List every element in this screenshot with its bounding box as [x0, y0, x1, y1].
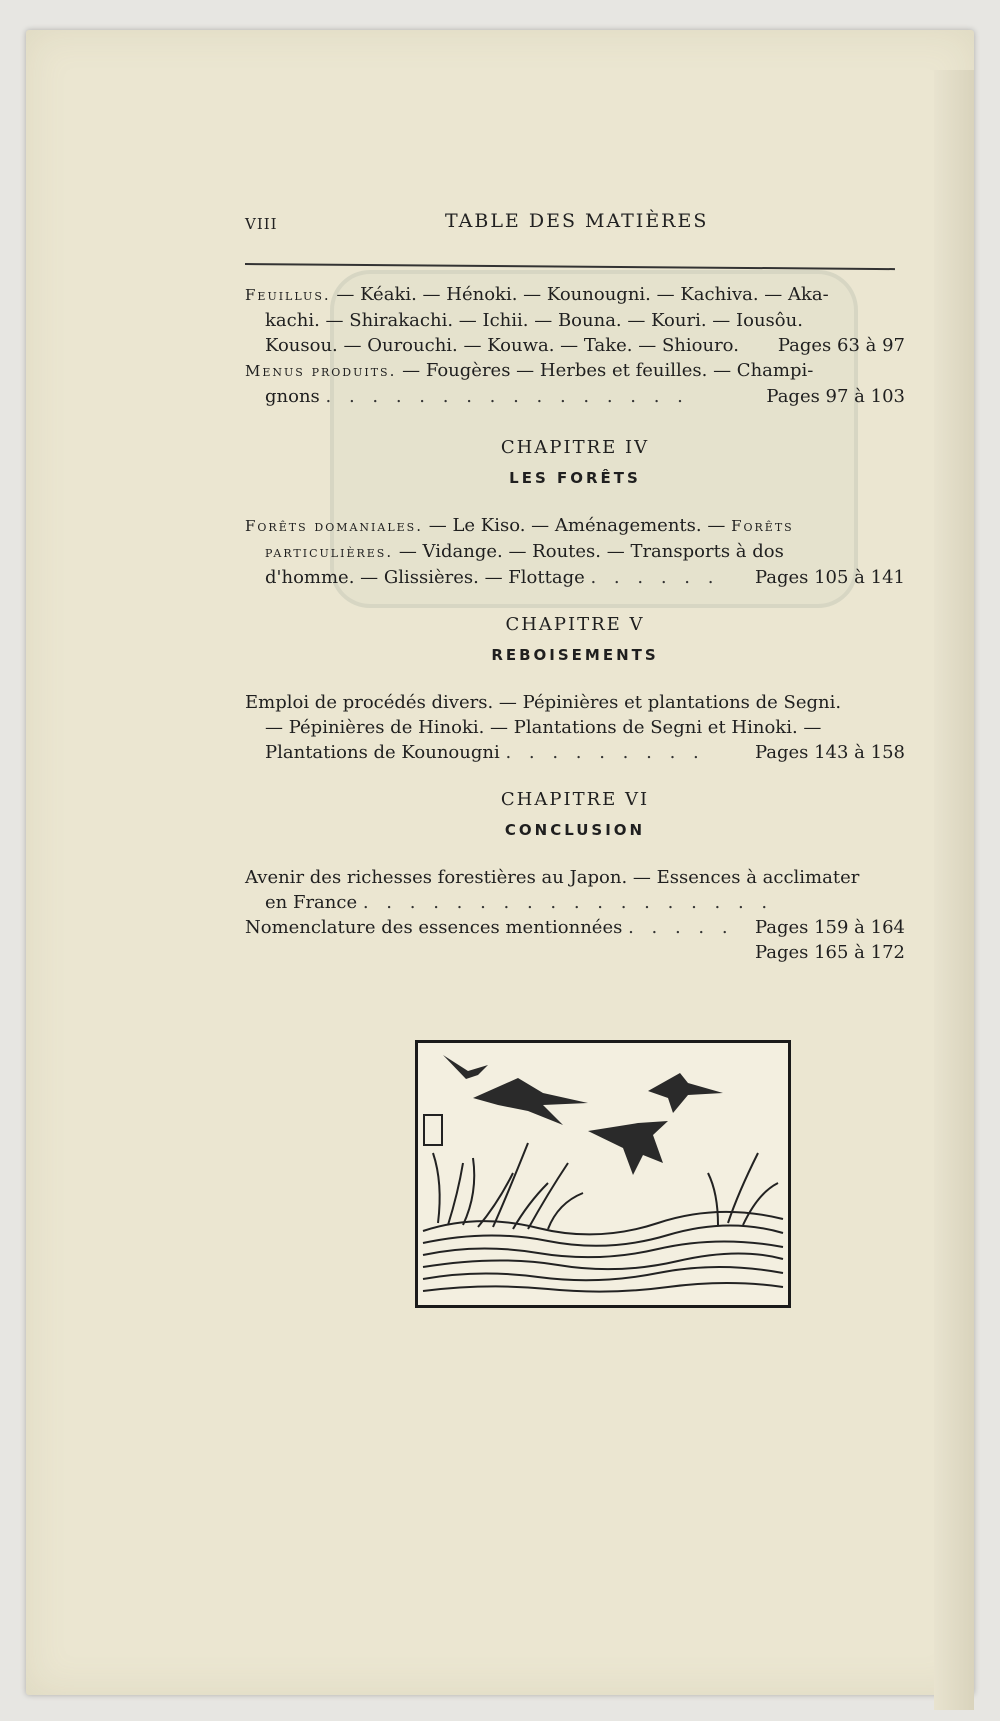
- page-range: Pages 165 à 172: [754, 942, 905, 963]
- page-range: Pages 105 à 141: [754, 567, 905, 588]
- dot-leader: . . . . . . . . .: [505, 742, 705, 763]
- dot-leader: . . . . .: [628, 917, 734, 938]
- artist-seal: [424, 1115, 442, 1145]
- dot-leader: . . . . . . . . . . . . . . . . . .: [362, 892, 774, 913]
- reeds: [433, 1143, 778, 1229]
- chapter-title: CHAPITRE VI: [500, 789, 650, 810]
- bird-woodcut-illustration: [415, 1040, 791, 1308]
- page-range: Pages 63 à 97: [777, 335, 905, 356]
- entry-text: Avenir des richesses forestières au Japon. — Essences à acclimater: [245, 867, 860, 888]
- dot-leader: . . . . . . . . . . . . . . . .: [325, 386, 689, 407]
- chapter-title: CHAPITRE IV: [500, 437, 650, 458]
- entry-text: — Le Kiso. — Aménagements. —: [428, 515, 726, 536]
- entry-text: Nomenclature des essences mentionnées: [245, 917, 623, 938]
- entry-label: Forêts domaniales.: [245, 517, 423, 535]
- entry-text: Kousou. — Ourouchi. — Kouwa. — Take. — Shiouro.: [265, 335, 739, 356]
- chapter-subtitle: LES FORÊTS: [509, 469, 641, 487]
- table-of-contents: [245, 282, 905, 965]
- page-edge: [934, 70, 974, 1710]
- entry-label: Forêts: [731, 517, 794, 535]
- entry-text: Emploi de procédés divers. — Pépinières et plantations de Segni.: [245, 692, 842, 713]
- chapter-subtitle: REBOISEMENTS: [491, 646, 659, 664]
- page-header: [245, 205, 910, 235]
- entry-text: — Pépinières de Hinoki. — Plantations de Segni et Hinoki. —: [265, 717, 822, 738]
- toc-entry-forets: [245, 513, 905, 590]
- entry-text: d'homme. — Glissières. — Flottage: [265, 567, 585, 588]
- chapter-title: CHAPITRE V: [505, 614, 645, 635]
- water-waves: [423, 1212, 783, 1292]
- entry-text: gnons: [265, 386, 320, 407]
- entry-text: Plantations de Kounougni: [265, 742, 500, 763]
- toc-entry-conclusion: [245, 865, 905, 963]
- entry-label: particulières.: [265, 543, 394, 561]
- toc-entry-menus-produits: [245, 358, 905, 409]
- entry-text: — Kéaki. — Hénoki. — Kounougni. — Kachiva. — Aka-: [336, 284, 829, 305]
- dot-leader: . . . . . .: [590, 567, 720, 588]
- entry-text: en France: [265, 892, 358, 913]
- entry-label: Menus produits.: [245, 362, 397, 380]
- running-title: TABLE DES MATIÈRES: [445, 210, 709, 232]
- toc-entry-feuillus: [245, 282, 905, 358]
- entry-text: kachi. — Shirakachi. — Ichii. — Bouna. — Kouri. — Iousôu.: [265, 310, 803, 331]
- woodcut-artwork: [418, 1043, 788, 1305]
- flying-birds: [443, 1055, 723, 1175]
- page-range: Pages 97 à 103: [766, 386, 905, 407]
- entry-text: — Fougères — Herbes et feuilles. — Champi-: [402, 360, 814, 381]
- page-range: Pages 143 à 158: [754, 742, 905, 763]
- page-number: VIII: [245, 215, 278, 233]
- chapter-subtitle: CONCLUSION: [504, 821, 646, 839]
- entry-text: — Vidange. — Routes. — Transports à dos: [398, 541, 784, 562]
- entry-label: Feuillus.: [245, 286, 331, 304]
- toc-entry-reboisements: [245, 690, 905, 765]
- page-range: Pages 159 à 164: [754, 917, 905, 938]
